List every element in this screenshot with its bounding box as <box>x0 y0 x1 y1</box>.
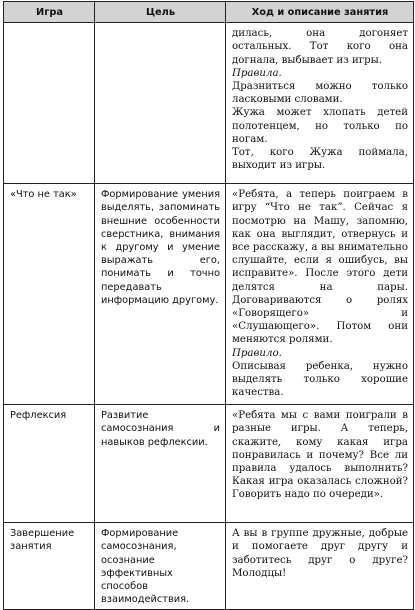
description-cell <box>226 184 414 405</box>
header-goal: Цель <box>95 2 226 23</box>
goal-cell: Формирование самосознания, осознание эффективных способов взаимодействия. <box>95 523 226 610</box>
description-paragraph: А вы в группе дружные, добрые и помогаете друг другу и заботитесь друг о друге? Молодцы! <box>232 528 408 579</box>
description-paragraph: «Ребята, а теперь поиграем в игру “Что не так”. Сейчас я посмотрю на Машу, запомню, как она выглядит, отвернусь и все расскажу, а вы внимательно слушайте, если я ошибусь, вы исправите». После этого дети делятся на пары. Договариваются о ролях «Говорящего» и «Слушающего». Потом они меняются ролями. <box>232 189 408 346</box>
rules-heading: Правила. <box>232 67 282 79</box>
description-paragraph: дилась, она догоняет остальных. Тот кого она догнала, выбывает из игры. <box>232 28 408 66</box>
game-cell: Завершение занятия <box>4 523 95 610</box>
table-row <box>4 184 414 405</box>
description-cell <box>226 23 414 184</box>
description-paragraph: Жужа может хлопать детей полотенцем, но только по ногам. <box>232 107 408 145</box>
game-cell: Рефлексия <box>4 405 95 523</box>
goal-cell: Развитие самосознания и навыков рефлексии. <box>95 405 226 523</box>
table-row <box>4 405 414 523</box>
description-paragraph: «Ребята мы с вами поиграли в разные игры. А теперь, скажите, кому какая игра понравилась и почему? Все ли правила удалось выполнить? Какая игра оказалась сложной? Говорить надо по очереди». <box>232 410 408 501</box>
rules-heading: Правило. <box>232 347 282 359</box>
header-description: Ход и описание занятия <box>226 2 414 23</box>
table-row <box>4 23 414 184</box>
game-cell <box>4 23 95 184</box>
description-paragraph: Дразниться можно только ласковыми словами. <box>232 81 408 106</box>
description-paragraph: Тот, кого Жужа поймала, выходит из игры. <box>232 147 408 172</box>
table-header-row <box>4 2 414 23</box>
goal-cell: Формирование умения выделять, запоминать внешние особенности сверстника, внимания к другому и умение выражать его, понимать и точно передавать информацию другому. <box>95 184 226 405</box>
description-cell <box>226 405 414 523</box>
game-cell: «Что не так» <box>4 184 95 405</box>
header-game: Игра <box>4 2 95 23</box>
lesson-table <box>3 1 414 610</box>
goal-cell <box>95 23 226 184</box>
table-row <box>4 523 414 610</box>
description-cell <box>226 523 414 610</box>
description-paragraph: Описывая ребенка, нужно выделять только хорошие качества. <box>232 360 408 399</box>
